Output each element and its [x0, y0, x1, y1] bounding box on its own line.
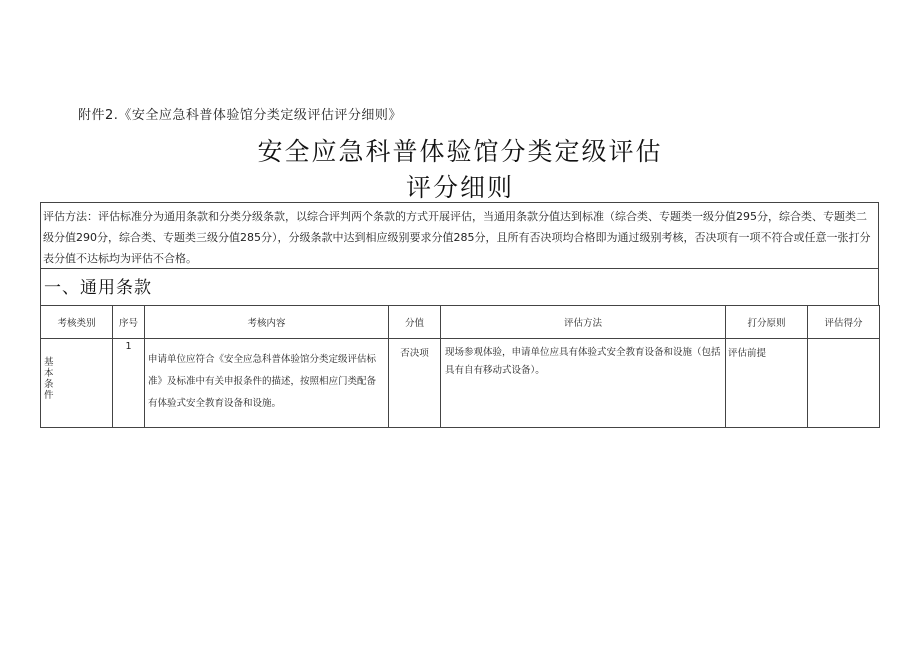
table-row: [41, 339, 880, 428]
category-label: 基本条件: [44, 357, 54, 401]
document-subtitle: 评分细则: [405, 173, 514, 202]
cell-score: 否决项: [389, 339, 441, 428]
cell-content: 申请单位应符合《安全应急科普体验馆分类定级评估标准》及标准中有关申报条件的描述，按照相应门类配备有体验式安全教育设备和设施。: [145, 339, 389, 428]
cell-method: 现场参观体验，申请单位应具有体验式安全教育设备和设施（包括具有自有移动式设备）。: [441, 339, 726, 428]
scoring-table: [40, 305, 880, 428]
attachment-caption: 附件2.《安全应急科普体验馆分类定级评估评分细则》: [78, 108, 402, 123]
document-title: 安全应急科普体验馆分类定级评估: [257, 137, 663, 166]
cell-rule: 评估前提: [726, 339, 808, 428]
evaluation-method-paragraph: 评估方法：评估标准分为通用条款和分类分级条款，以综合评判两个条款的方式开展评估，当通用条款分值达到标准（综合类、专题类一级分值295分，综合类、专题类二级分值290分，综合类、专题类三级分值285分），分级条款中达到相应级别要求分值285分，且所有否决项均合格即为通过级别考核，否决项有一项不符合或任意一张打分表分值不达标均为评估不合格。: [40, 202, 879, 268]
cell-category: [41, 339, 113, 428]
cell-seq: 1: [113, 339, 145, 428]
section-heading: 一、通用条款: [40, 268, 879, 306]
table-header-row: [41, 306, 880, 339]
header-score: 分值: [389, 306, 441, 339]
header-content: 考核内容: [145, 306, 389, 339]
header-category: 考核类别: [41, 306, 113, 339]
header-method: 评估方法: [441, 306, 726, 339]
header-rule: 打分原则: [726, 306, 808, 339]
header-seq: 序号: [113, 306, 145, 339]
header-result: 评估得分: [808, 306, 880, 339]
cell-result: [808, 339, 880, 428]
